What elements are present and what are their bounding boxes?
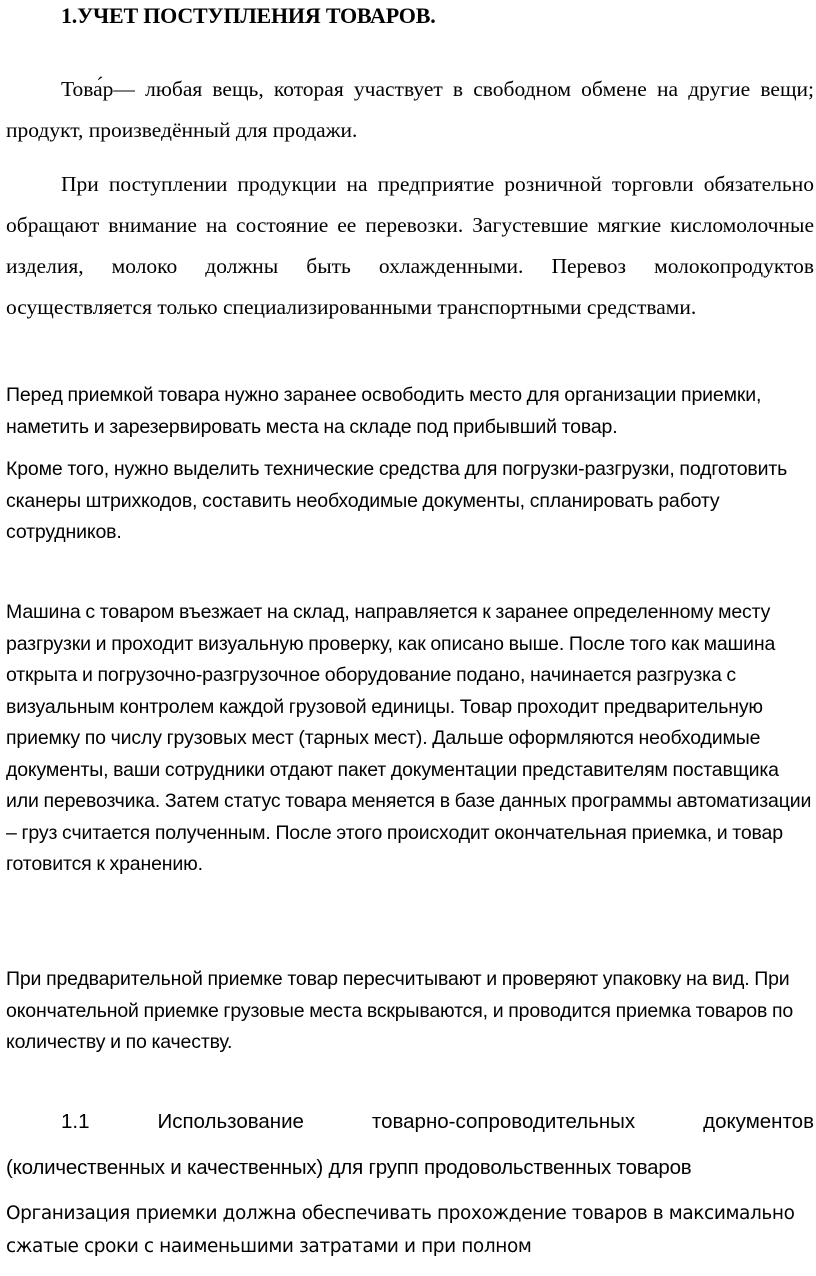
subheading — [6, 1107, 814, 1137]
subheading-continuation: (количественных и качественных) для групп продовольственных товаров — [6, 1156, 692, 1179]
section-heading: 1.УЧЕТ ПОСТУПЛЕНИЯ ТОВАРОВ. — [61, 3, 436, 28]
paragraph-transport: При поступлении продукции на предприятие розничной торговли обязательно обращают внимание на состояние ее перевозки. Загустевшие мягкие кисломолочные изделия, молоко должны быть охлажденными. Перевоз молокопродуктов осуществляется только специализированными транспортными средствами. — [6, 172, 814, 319]
paragraph-unloading: Машина с товаром въезжает на склад, направляется к заранее определенному месту разгрузки и проходит визуальную проверку, как описано выше. После того как машина открыта и погрузочно-разгрузочное оборудование подано, начинается разгрузка с визуальным контролем каждой грузовой единицы. Товар проходит предварительную приемку по числу грузовых мест (тарных мест). Дальше оформляются необходимые документы, ваши сотрудники отдают пакет документации представителям поставщика или перевозчика. Затем статус товара меняется в базе данных программы автоматизации – груз считается полученным. После этого происходит окончательная приемка, и товар готовится к хранению. — [6, 601, 812, 875]
subheading-word: документов — [703, 1110, 814, 1133]
paragraph-definition: Това́р— любая вещь, которая участвует в свободном обмене на другие вещи; продукт, произведённый для продажи. — [6, 77, 814, 142]
paragraph-preparation: Перед приемкой товара нужно заранее освободить место для организации приемки, наметить и зарезервировать места на складе под прибывший товар. — [6, 384, 762, 438]
subheading-word: товарно-сопроводительных — [371, 1110, 636, 1133]
paragraph-organization: Организация приемки должна обеспечивать прохождение товаров в максимально сжатые сроки с наименьшими затратами и при полном — [6, 1203, 795, 1257]
paragraph-acceptance: При предварительной приемке товар пересчитывают и проверяют упаковку на вид. При окончательной приемке грузовые места вскрываются, и проводится приемка товаров по количеству и по качеству. — [6, 968, 794, 1053]
paragraph-equipment: Кроме того, нужно выделить технические средства для погрузки-разгрузки, подготовить сканеры штрихкодов, составить необходимые документы, спланировать работу сотрудников. — [6, 458, 788, 543]
subheading-number: 1.1 — [61, 1110, 90, 1133]
subheading-word: Использование — [157, 1110, 304, 1133]
